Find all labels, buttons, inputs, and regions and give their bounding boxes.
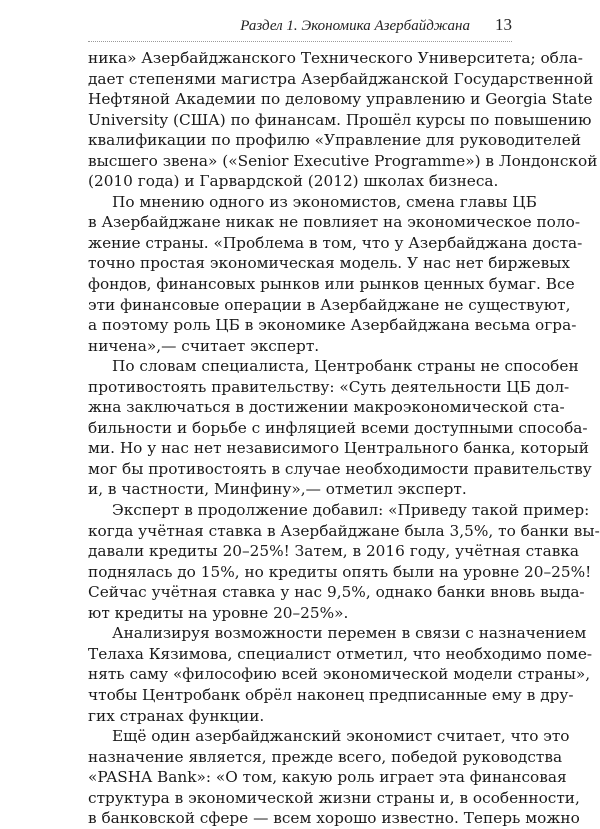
- text-line: а поэтому роль ЦБ в экономике Азербайджана весьма огра-: [88, 316, 577, 335]
- text-line: ют кредиты на уровне 20–25%».: [88, 603, 349, 622]
- page-number: 13: [495, 15, 512, 34]
- text-line: эти финансовые операции в Азербайджане не существуют,: [88, 295, 571, 314]
- text-line: поднялась до 15%, но кредиты опять были на уровне 20–25%!: [88, 562, 592, 581]
- text-line: фондов, финансовых рынков или рынков ценных бумаг. Все: [88, 275, 575, 294]
- text-line: противостоять правительству: «Суть деятельности ЦБ дол-: [88, 377, 570, 396]
- page-header: [86, 6, 512, 38]
- text-line: точно простая экономическая модель. У нас нет биржевых: [88, 254, 570, 273]
- text-line: ми. Но у нас нет независимого Центрального банка, который: [88, 439, 589, 458]
- text-line: гих странах функции.: [88, 706, 265, 725]
- text-line: жна заключаться в достижении макроэкономической ста-: [88, 398, 565, 417]
- text-line: Сейчас учётная ставка у нас 9,5%, однако банки вновь выда-: [88, 583, 585, 602]
- text-line: Эксперт в продолжение добавил: «Приведу такой пример:: [112, 501, 590, 520]
- text-line: дает степенями магистра Азербайджанской Государственной: [88, 69, 594, 88]
- text-line: University (США) по финансам. Прошёл курсы по повышению: [88, 110, 592, 129]
- text-line: квалификации по профилю «Управление для руководителей: [88, 131, 582, 150]
- text-line: чтобы Центробанк обрёл наконец предписанные ему в дру-: [88, 685, 574, 704]
- text-line: По мнению одного из экономистов, смена главы ЦБ: [112, 192, 537, 211]
- text-line: давали кредиты 20–25%! Затем, в 2016 году, учётная ставка: [88, 542, 580, 561]
- header-divider: [88, 41, 512, 42]
- text-line: высшего звена» («Senior Executive Programme») в Лондонской: [88, 151, 598, 170]
- text-line: Анализируя возможности перемен в связи с назначением: [112, 624, 587, 643]
- text-line: Ещё один азербайджанский экономист считает, что это: [112, 727, 570, 746]
- text-line: «PASHA Bank»: «О том, какую роль играет эта финансовая: [88, 768, 567, 787]
- text-line: когда учётная ставка в Азербайджане была 3,5%, то банки вы-: [88, 521, 600, 540]
- text-line: в банковской сфере — всем хорошо известно. Теперь можно: [88, 809, 580, 828]
- text-line: По словам специалиста, Центробанк страны не способен: [112, 357, 579, 376]
- text-line: в Азербайджане никак не повлияет на экономическое поло-: [88, 213, 580, 232]
- text-line: Телаха Кязимова, специалист отметил, что необходимо поме-: [88, 644, 593, 663]
- text-line: мог бы противостоять в случае необходимости правительству: [88, 459, 592, 478]
- text-line: бильности и борьбе с инфляцией всеми доступными способа-: [88, 418, 588, 437]
- text-line: жение страны. «Проблема в том, что у Азербайджана доста-: [88, 233, 583, 252]
- running-head: Раздел 1. Экономика Азербайджана: [240, 18, 470, 34]
- text-line: (2010 года) и Гарвардской (2012) школах бизнеса.: [88, 172, 499, 191]
- text-line: структура в экономической жизни страны и, в особенности,: [88, 788, 580, 807]
- text-line: нять саму «философию всей экономической модели страны»,: [88, 665, 591, 684]
- text-line: ничена»,— считает эксперт.: [88, 336, 320, 355]
- body-text: [88, 48, 600, 829]
- text-line: и, в частности, Минфину»,— отметил эксперт.: [88, 480, 467, 499]
- text-line: ника» Азербайджанского Технического Университета; обла-: [88, 49, 583, 67]
- text-line: назначение является, прежде всего, победой руководства: [88, 747, 563, 766]
- text-line: Нефтяной Академии по деловому управлению и Georgia State: [88, 90, 593, 109]
